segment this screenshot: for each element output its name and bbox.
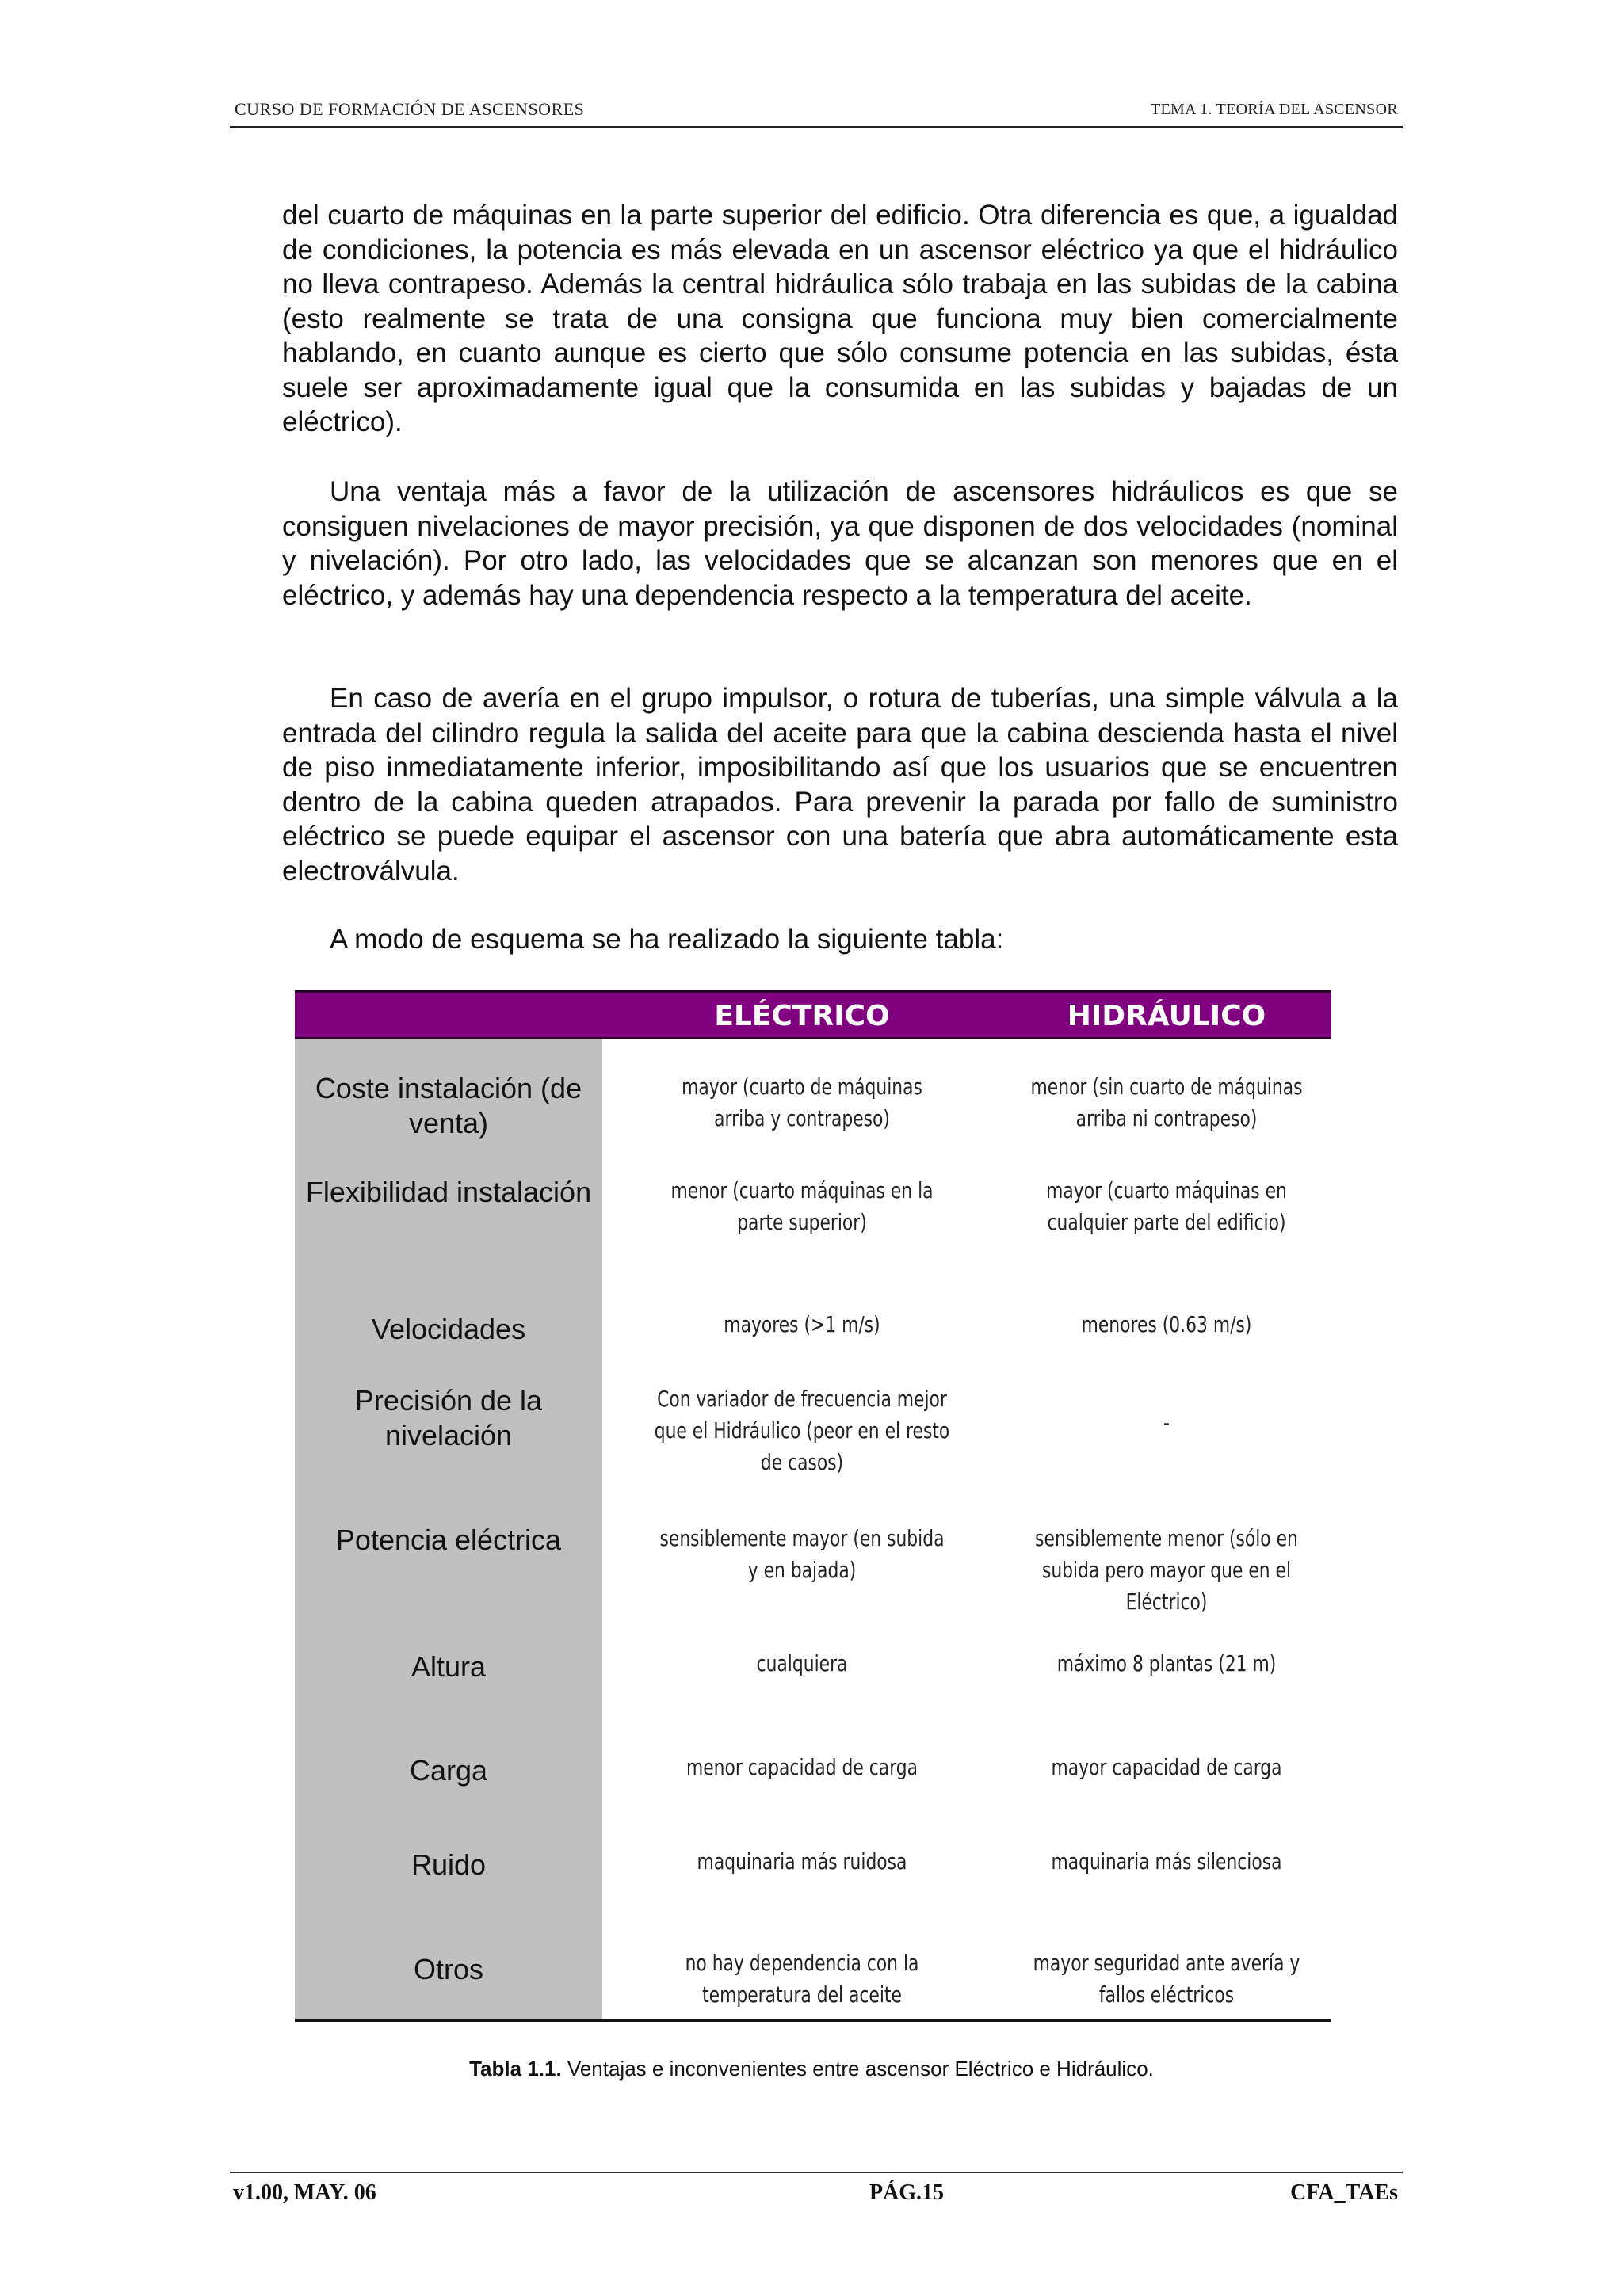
header-chapter-title: TEMA 1. TEORÍA DEL ASCENSOR xyxy=(1150,101,1398,118)
row-label: Flexibilidad instalación xyxy=(305,1176,592,1208)
paragraph-3: En caso de avería en el grupo impulsor, o rotura de tuberías, una simple válvula a la entrada del cilindro regula la salida del aceite para que la cabina descienda hasta el nivel de piso inmediatamente inferior, imposibilitando así que los usuarios que se encuentren dentro de la cabina queden atrapados. Para prevenir la parada por fallo de suministro eléctrico se puede equipar el ascensor con una batería que abra automáticamente esta electroválvula. xyxy=(282,683,1398,887)
paragraph-1: del cuarto de máquinas en la parte superior del edificio. Otra diferencia es que, a igualdad de condiciones, la potencia es más elevada en un ascensor eléctrico ya que el hidráulico no lleva contrapeso. Además la central hidráulica sólo trabaja en las subidas de la cabina (esto realmente se trata de una consigna que funciona muy bien comercialmente hablando, en cuanto aunque es cierto que sólo consume potencia en las subidas, ésta suele ser aproximadamente igual que la consumida en las subidas y bajadas de un eléctrico). xyxy=(282,200,1398,437)
cell-hidraulico: mayor (cuarto máquinas en cualquier parte del edificio) xyxy=(1046,1177,1287,1235)
row-label: Velocidades xyxy=(371,1313,526,1345)
row-label: Precisión de la nivelación xyxy=(354,1384,543,1451)
cell-hidraulico: menor (sin cuarto de máquinas arriba ni contrapeso) xyxy=(1030,1074,1303,1131)
header-course-title: CURSO DE FORMACIÓN DE ASCENSORES xyxy=(235,99,585,119)
row-label: Carga xyxy=(409,1754,488,1787)
row-label: Ruido xyxy=(411,1848,487,1881)
body-text-3 xyxy=(282,681,1398,888)
paragraph-4: A modo de esquema se ha realizado la siguiente tabla: xyxy=(330,924,1004,955)
row-label: Otros xyxy=(413,1953,483,1985)
row-label: Coste instalación (de venta) xyxy=(315,1072,582,1139)
cell-hidraulico: sensiblemente menor (sólo en subida pero mayor que en el Eléctrico) xyxy=(1035,1525,1298,1615)
table-caption xyxy=(0,2057,1623,2081)
cell-electrico: mayor (cuarto de máquinas arriba y contrapeso) xyxy=(682,1074,922,1131)
cell-hidraulico: mayor seguridad ante avería y fallos eléctricos xyxy=(1033,1950,1300,2008)
body-text xyxy=(282,198,1398,440)
cell-electrico: sensiblemente mayor (en subida y en bajada) xyxy=(659,1525,945,1583)
paragraph-2: Una ventaja más a favor de la utilización de ascensores hidráulicos es que se consiguen nivelaciones de mayor precisión, ya que disponen de dos velocidades (nominal y nivelación). Por otro lado, las velocidades que se alcanzan son menores que en el eléctrico, y además hay una dependencia respecto a la temperatura del aceite. xyxy=(282,476,1398,611)
cell-hidraulico: menores (0.63 m/s) xyxy=(1081,1311,1252,1337)
cell-electrico: maquinaria más ruidosa xyxy=(697,1848,907,1875)
footer-code: CFA_TAEs xyxy=(1290,2180,1398,2205)
comparison-table xyxy=(295,990,1331,2022)
cell-electrico: menor (cuarto máquinas en la parte superior) xyxy=(670,1177,934,1235)
column-header-electrico: ELÉCTRICO xyxy=(714,1000,890,1032)
page-header xyxy=(230,94,1403,128)
cell-hidraulico: - xyxy=(1163,1409,1170,1436)
cell-electrico: Con variador de frecuencia mejor que el Hidráulico (peor en el resto de casos) xyxy=(654,1386,950,1475)
column-header-hidraulico: HIDRÁULICO xyxy=(1067,1000,1266,1032)
row-label: Potencia eléctrica xyxy=(335,1524,562,1556)
cell-hidraulico: máximo 8 plantas (21 m) xyxy=(1056,1650,1277,1676)
table-header-row xyxy=(295,990,1331,1039)
caption-text: Ventajas e inconvenientes entre ascensor Eléctrico e Hidráulico. xyxy=(561,2057,1154,2081)
cell-hidraulico: maquinaria más silenciosa xyxy=(1051,1848,1282,1875)
table-bottom-rule xyxy=(295,2019,1331,2022)
cell-hidraulico: mayor capacidad de carga xyxy=(1051,1754,1282,1780)
cell-electrico: no hay dependencia con la temperatura del aceite xyxy=(685,1950,919,2008)
row-label: Altura xyxy=(411,1650,487,1683)
footer-version: v1.00, MAY. 06 xyxy=(233,2180,376,2205)
cell-electrico: cualquiera xyxy=(756,1650,848,1676)
cell-electrico: menor capacidad de carga xyxy=(685,1754,918,1780)
body-text-4 xyxy=(282,922,1398,957)
cell-electrico: mayores (>1 m/s) xyxy=(724,1311,880,1337)
footer-page-number: PÁG.15 xyxy=(869,2180,945,2205)
caption-label: Tabla 1.1. xyxy=(469,2057,562,2081)
body-text-2 xyxy=(282,475,1398,612)
footer-rule xyxy=(230,2172,1403,2173)
